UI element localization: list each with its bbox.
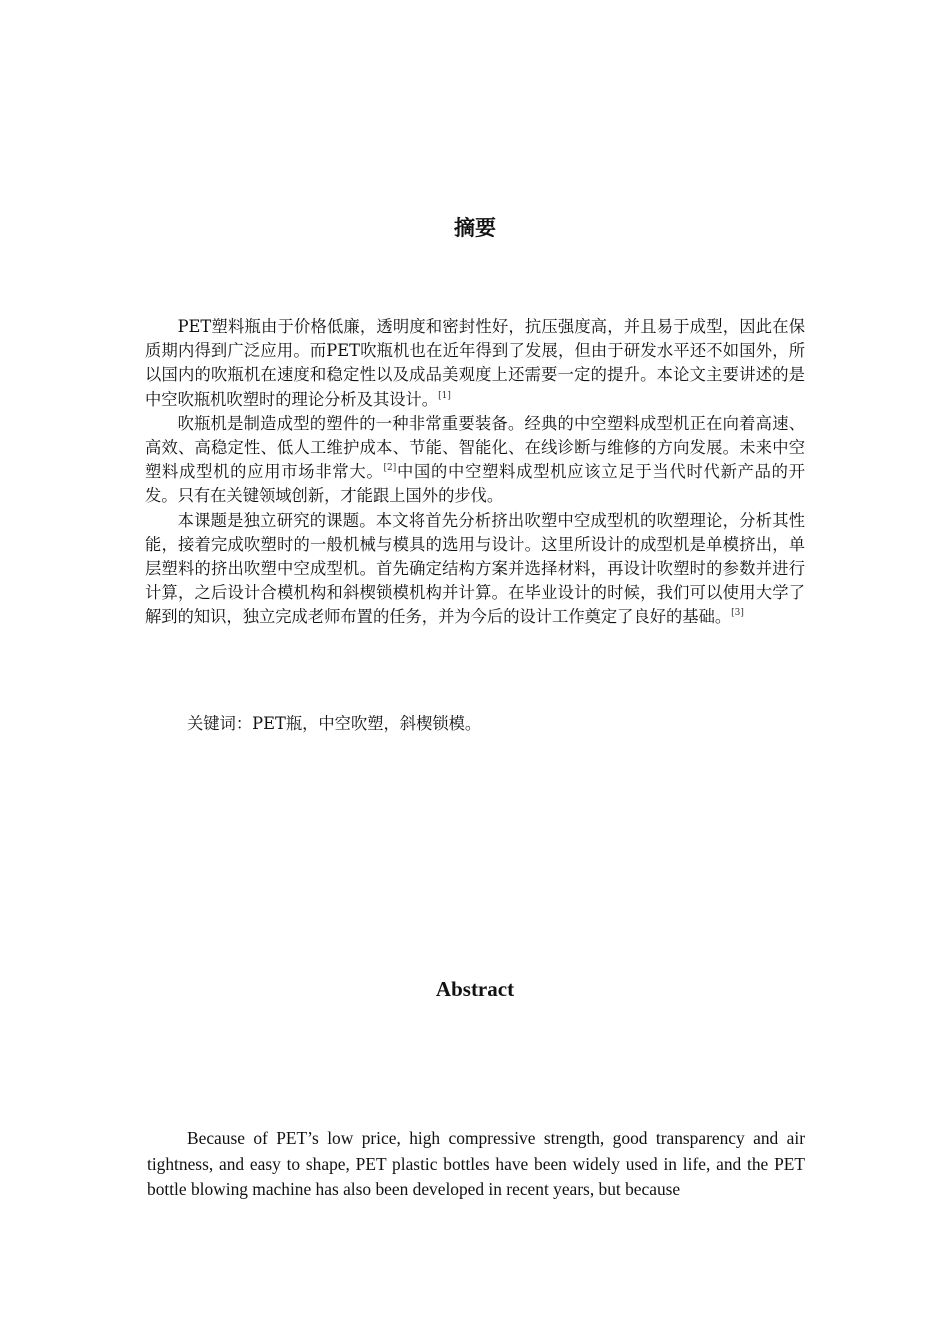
- paragraph-text: PET塑料瓶由于价格低廉，透明度和密封性好，抗压强度高，并且易于成型，因此在保质期内得到广泛应用。而PET吹瓶机也在近年得到了发展，但由于研发水平还不如国外，所以国内的吹瓶机在速度和稳定性以及成品美观度上还需要一定的提升。本论文主要讲述的是中空吹瓶机吹塑时的理论分析及其设计。: [145, 317, 805, 409]
- paragraph-text: 中国的中空塑料成型机应该立足于当代时代新产品的开发。只有在关键领域创新，才能跟上国外的步伐。: [145, 462, 805, 506]
- abstract-cn-paragraph-1: [145, 315, 805, 412]
- abstract-cn-paragraph-2: [145, 412, 805, 509]
- paragraph-text: 本课题是独立研究的课题。本文将首先分析挤出吹塑中空成型机的吹塑理论，分析其性能，接着完成吹塑时的一般机械与模具的选用与设计。这里所设计的成型机是单模挤出，单层塑料的挤出吹塑中空成型机。首先确定结构方案并选择材料，再设计吹塑时的参数并进行计算，之后设计合模机构和斜楔锁模机构并计算。在毕业设计的时候，我们可以使用大学了解到的知识，独立完成老师布置的任务，并为今后的设计工作奠定了良好的基础。: [145, 510, 805, 627]
- abstract-en-body: [147, 1126, 805, 1203]
- citation-ref: [1]: [438, 390, 451, 401]
- abstract-cn-title: 摘要: [454, 215, 496, 240]
- abstract-en-title: Abstract: [435, 977, 515, 1001]
- citation-ref: [2]: [383, 463, 397, 474]
- keywords-line: 关键词：PET瓶，中空吹塑，斜楔锁模。: [187, 714, 482, 733]
- citation-ref: [3]: [731, 608, 744, 619]
- abstract-en-paragraph-1: Because of PET’s low price, high compressive strength, good transparency and air tightness, and easy to shape, PET plastic bottles have been widely used in life, and the PET bottle blowing machine has also been developed in recent years, but because: [147, 1128, 805, 1199]
- abstract-cn-body: [145, 315, 805, 630]
- abstract-cn-paragraph-3: [145, 509, 805, 630]
- paragraph-text: 吹瓶机是制造成型的塑件的一种非常重要装备。经典的中空塑料成型机正在向着高速、高效、高稳定性、低人工维护成本、节能、智能化、在线诊断与维修的方向发展。未来中空塑料成型机的应用市场非常大。: [145, 413, 805, 482]
